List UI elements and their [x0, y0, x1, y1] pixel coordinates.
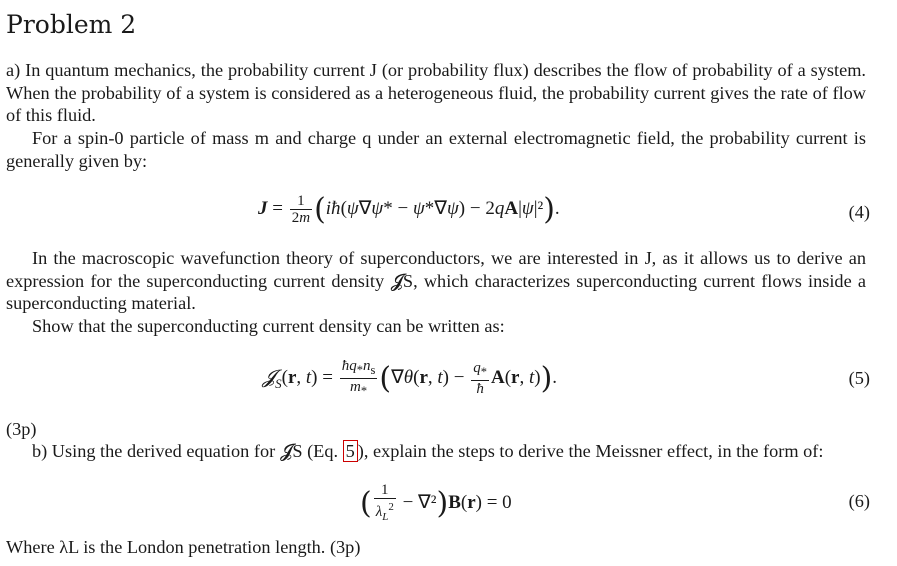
equation-5-body: 𝓙$_S$(r, t) = $\frac{ħq_*n_s}{m_*}$ (∇θ(r, t) − $\frac{q_*}{ħ}$ A(r, t)).: [262, 358, 558, 398]
part-a-macroscopic: In the macroscopic wavefunction theory of superconductors, we are interested in J, as it allows us to derive an expression for the superconducting current density 𝓙S, which characterizes superconducting current flows inside a superconducting material.: [6, 248, 866, 313]
equation-4-body: J = $\frac{1}{2m}$ (iħ(ψ∇ψ* − ψ*∇ψ) − 2qA|ψ|²).: [258, 192, 560, 227]
part-a-show: Show that the superconducting current density can be written as:: [32, 316, 505, 336]
equation-4-number: (4): [848, 202, 870, 222]
equation-6-body: ( $\frac{1}{\lambda_L^2}$ − ∇²)B(r) = 0: [360, 482, 512, 523]
problem-title: Problem 2: [6, 10, 137, 39]
equation-reference-link[interactable]: 5: [343, 440, 358, 462]
equation-5-number: (5): [848, 368, 870, 388]
equation-5: [0, 352, 870, 404]
equation-4: [0, 186, 870, 236]
part-a-points: (3p): [6, 419, 37, 439]
equation-6: [0, 480, 870, 526]
equation-6-number: (6): [848, 491, 870, 511]
part-b-intro: b) Using the derived equation for 𝓙S (Eq. 5 ), explain the steps to derive the Meissner effect, in the form of:: [32, 441, 824, 461]
part-a-setup: For a spin-0 particle of mass m and charge q under an external electromagnetic field, the probability current is generally given by:: [6, 128, 866, 171]
part-b-london-length: Where λL is the London penetration length. (3p): [6, 537, 361, 557]
part-a-intro: a) In quantum mechanics, the probability current J (or probability flux) describes the flow of probability of a system. When the probability of a system is considered as a heterogeneous fluid, the probability current gives the rate of flow of this fluid.: [6, 60, 866, 125]
